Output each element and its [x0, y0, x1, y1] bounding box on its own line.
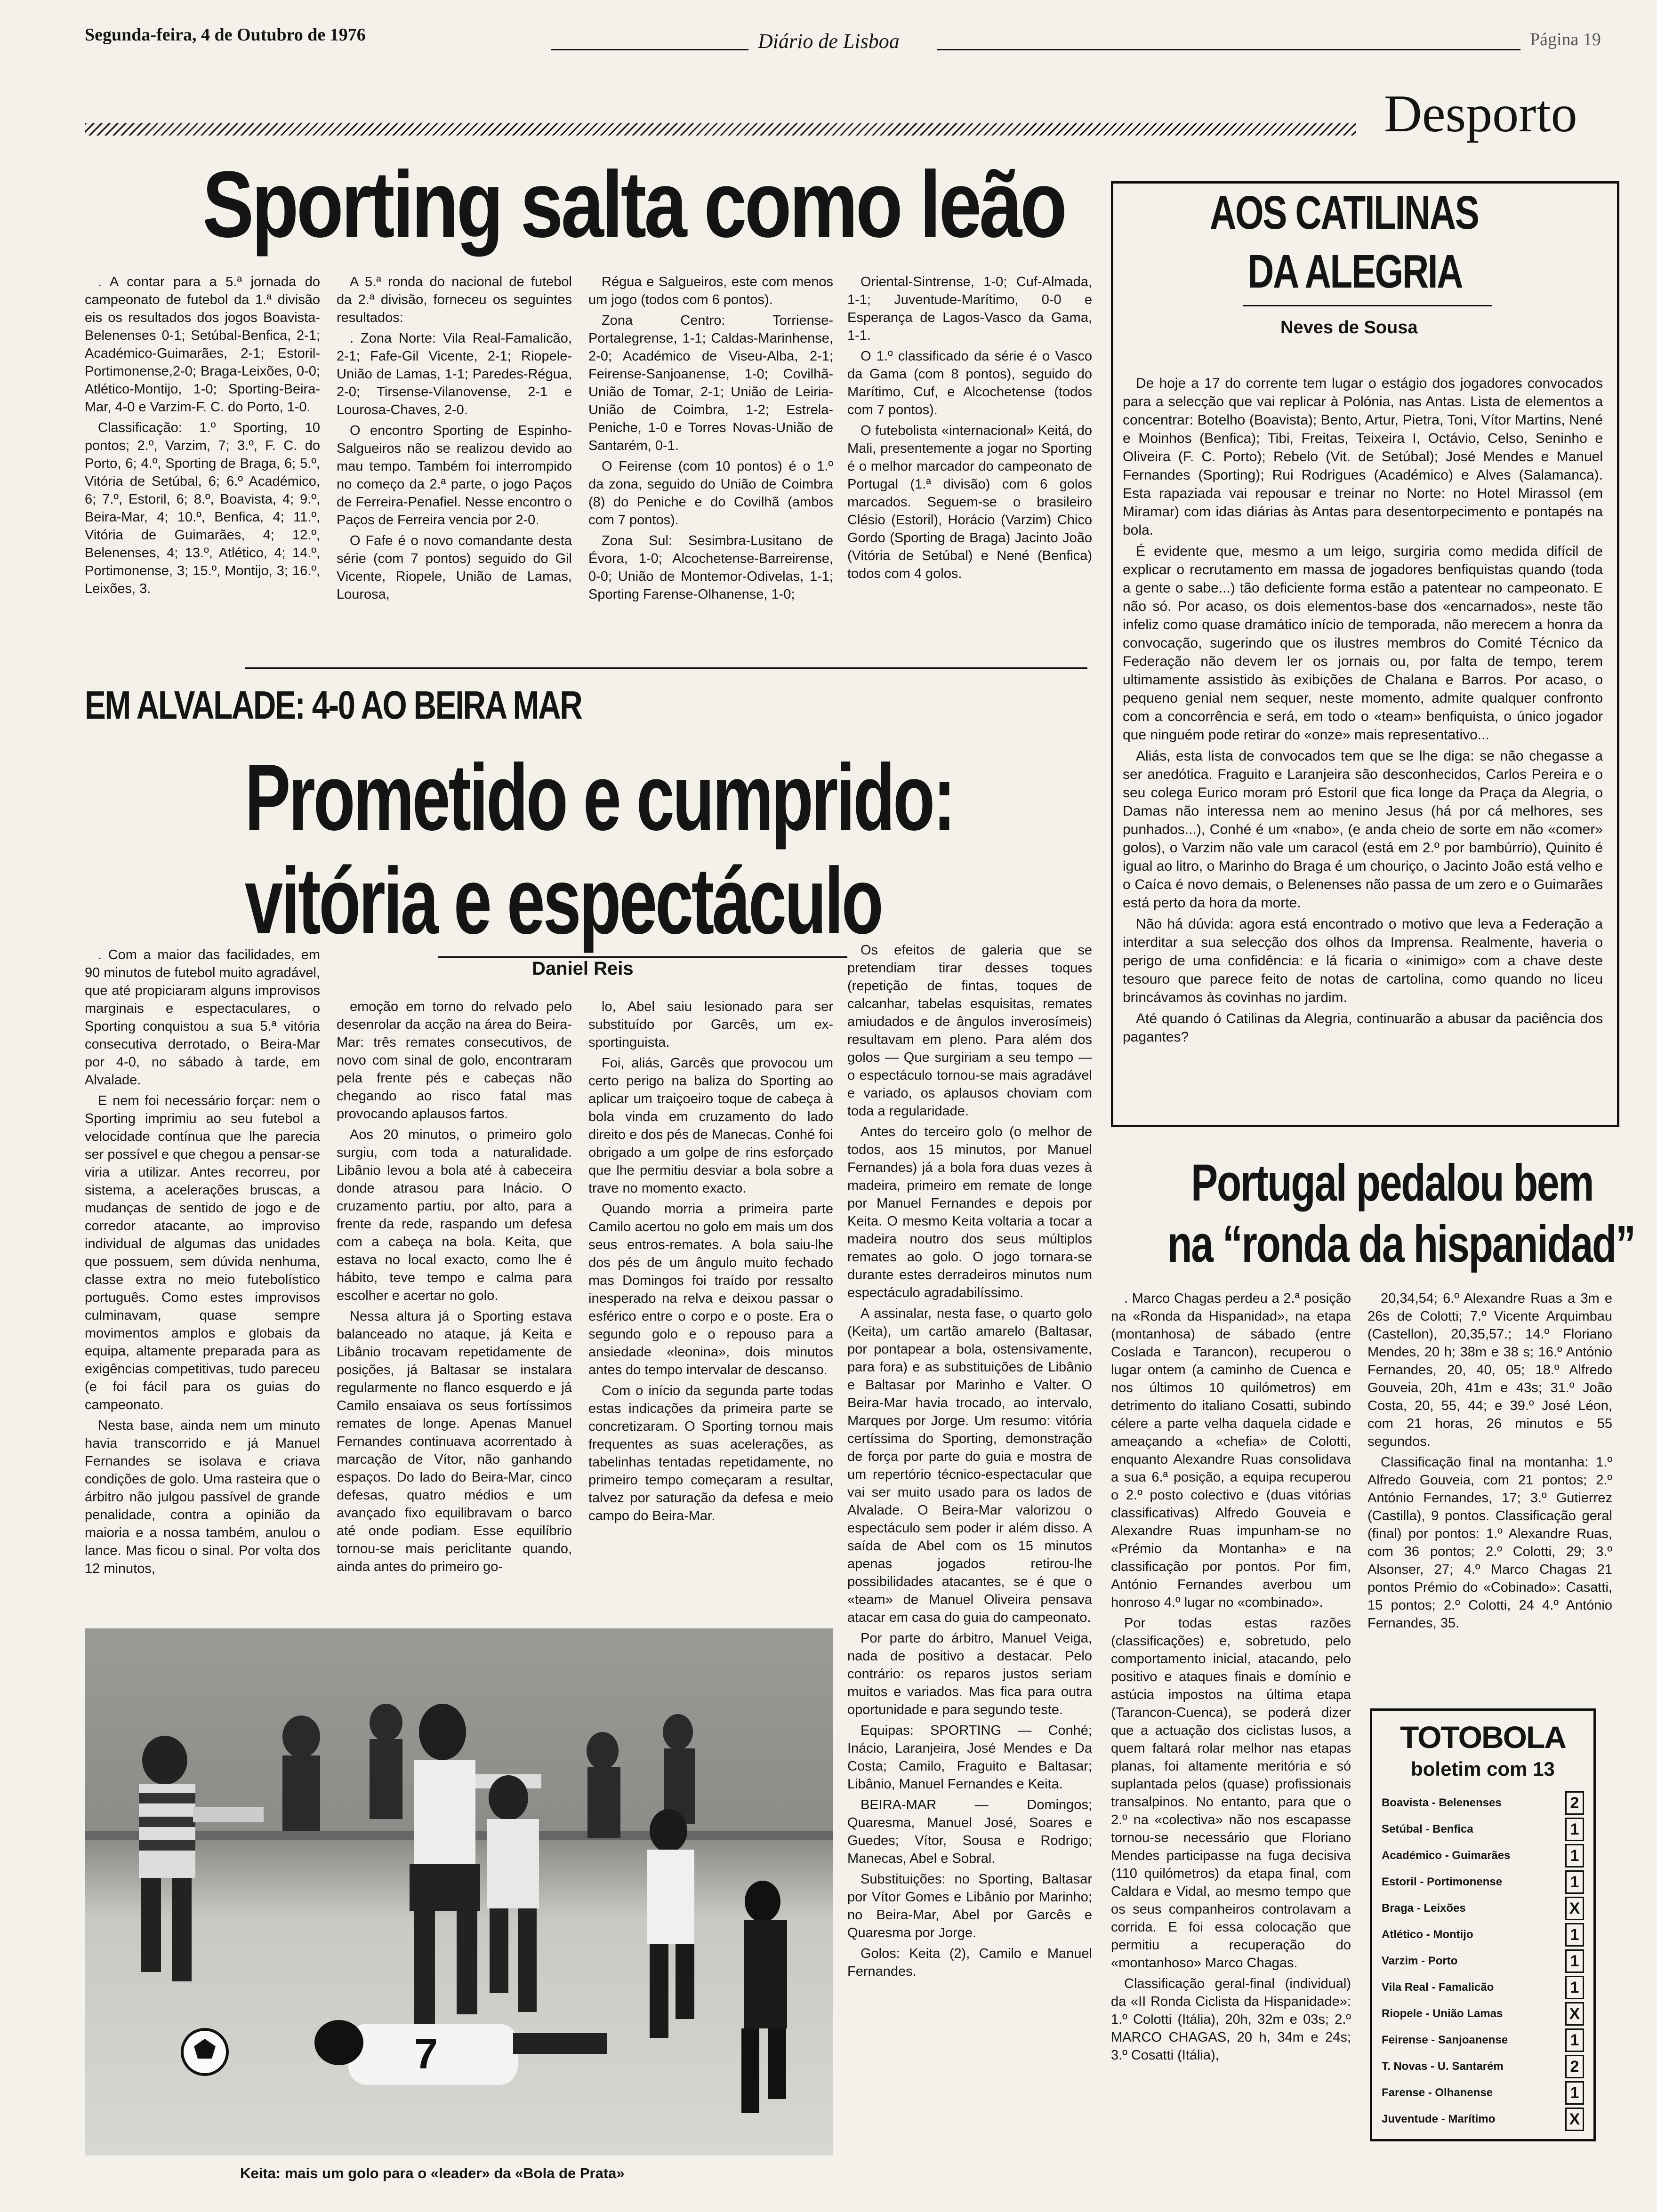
paragraph: . Zona Norte: Vila Real-Famalicão, 2-1; Fafe-Gil Vicente, 2-1; Riopele-União de Lamas, 1-1; Paredes-Régua, 2-0; Tirsense-Vilanovense, 2-1 e Lourosa-Chaves, 2-0. — [337, 331, 572, 417]
sidebar1-byline: Neves de Sousa — [1280, 318, 1418, 337]
paragraph: Por todas estas razões (classificações) e, sobretudo, pelo comportamento inicial, atacando, pelo positivo e ataques finais e domínio e astúcia impostos na última etapa (Tarancon-Cuenca), se poderá dizer que a actuação dos ciclistas lusos, a quem faltará rolar melhor nas etapas planas, foi altamente meritória e só suplantada pelos (quase) profissionais transalpinos. No entanto, para que o 2.º na «colectiva» não nos escapasse tornou-se necessário que Floriano Mendes participasse na fuga decisiva (110 quilómetros) da etapa final, com Caldara e Vidal, ao mesmo tempo que os seus companheiros controlavam a corrida. E foi essa colocação que permitiu a recuperação do «montanhoso» Marco Chagas. — [1111, 1616, 1351, 1971]
paragraph: E nem foi necessário forçar: nem o Sporting imprimiu ao seu futebol a velocidade contínua que lhe parecia ser possível e que chegou a pensar-se viria a utilizar. Antes recorreu, por sistema, a acelerações bruscas, a mudanças de sentido de jogo e de corredor atacante, ao improviso individual de algumas das unidades que possuem, sem dúvida nenhuma, classe extra no meio futebolístico português. Como estes improvisos culminavam, quase sempre movimentos amplos e globais da equipa, altamente preparada para as exigências competitivas, tudo pareceu (e foi fácil para os guias do campeonato. — [85, 1093, 320, 1412]
article1-headline: Sporting salta como leão — [202, 152, 1065, 257]
table-row — [1382, 1843, 1584, 1869]
totobola-result: X — [1565, 2002, 1584, 2026]
paragraph: O futebolista «internacional» Keitá, do Mali, presentemente a jogar no Sporting é o melhor marcador do campeonato de Portugal (1.ª divisão) com 6 golos marcados. Seguem-se o brasileiro Clésio (Estoril), Horácio (Varzim) Chico Gordo (Sporting de Braga) Jacinto João (Vitória de Setúbal) e Nené (Benfica) todos com 4 golos. — [847, 423, 1092, 581]
header-rule-right — [937, 49, 1520, 50]
sidebar1-title-line1: AOS CATILINAS — [1210, 186, 1479, 239]
header-date: Segunda-feira, 4 de Outubro de 1976 — [85, 25, 366, 45]
paragraph: . A contar para a 5.ª jornada do campeonato de futebol da 1.ª divisão eis os resultados dos jogos Boavista-Belenenses 0-1; Setúbal-Benfica, 2-1; Académico-Guimarães, 2-1; Estoril-Portimonense,2-0; Braga-Leixões, 0-0; Atlético-Montijo, 1-0; Sporting-Beira-Mar, 4-0 e Varzim-F. C. do Porto, 1-0. — [85, 274, 320, 415]
paragraph: Por parte do árbitro, Manuel Veiga, nada de positivo a destacar. Pelo contrário: os reparos justos seriam muitos e variados. Mas fica para outra oportunidade e para segundo teste. — [847, 1631, 1092, 1717]
paragraph: Não há dúvida: agora está encontrado o motivo que leva a Federação a interditar a sua selecção dos olhos da Imprensa. Realmente, haveria o perigo de uma confidência: e lá ficaria o «inimigo» com a chave deste tesouro que parece feito de notas de cartolina, como quando no liceu brincávamos às covinhas no jardim. — [1123, 916, 1603, 1005]
paragraph: . Marco Chagas perdeu a 2.ª posição na «Ronda da Hispanidad», na etapa (montanhosa) de sábado (entre Coslada e Tarancon), recuperou o lugar ontem (a caminho de Cuenca e nos últimos 10 quilómetros) em detrimento do italiano Cosatti, subindo célere a parte velha daquela cidade e ameaçando a «chefia» de Colotti, enquanto Alexandre Ruas consolidava a sua 6.ª posição, a equipa recuperou o 2.º posto colectivo e (duas vitórias classificativas) Alfredo Gouveia e Alexandre Ruas impunham-se no «Prémio da Montanha» e na classificação por pontos. Por fim, António Fernandes averbou um honroso 4.º lugar no «combinado». — [1111, 1291, 1351, 1610]
totobola-result: 1 — [1565, 1818, 1584, 1841]
paragraph: O Feirense (com 10 pontos) é o 1.º da zona, seguido do União de Coimbra (8) do Peniche e do Covilhã (ambos com 7 pontos). — [588, 459, 833, 528]
totobola-match: Académico - Guimarães — [1382, 1849, 1511, 1862]
totobola-table — [1382, 1790, 1584, 2132]
table-row — [1382, 1816, 1584, 1843]
totobola-match: T. Novas - U. Santarém — [1382, 2060, 1504, 2073]
totobola-result: 1 — [1565, 2028, 1584, 2052]
table-row — [1382, 2001, 1584, 2027]
totobola-result: X — [1565, 2108, 1584, 2131]
totobola-result: 1 — [1565, 1976, 1584, 1999]
paragraph: Os efeitos de galeria que se pretendiam tirar desses toques (repetição de fintas, toques de calcanhar, tabelas esquisitas, remates amiudados e de ângulos inverosímeis) resultavam em pleno. Para além dos golos — Que surgiriam a seu tempo — o espectáculo tornou-se mais agradável e variado, os aplausos choviam com toda a regularidade. — [847, 943, 1092, 1119]
paragraph: Nesta base, ainda nem um minuto havia transcorrido e já Manuel Fernandes se isolava e criava condições de golo. Uma rasteira que o árbitro não julgou passível de grande penalidade, contra a opinião da maioria e a nossa também, anulou o lance. Mas ficou o sinal. Por volta dos 12 minutos, — [85, 1418, 320, 1576]
paragraph: Quando morria a primeira parte Camilo acertou no golo em mais um dos seus entros-remates. A bola saiu-lhe dos pés de um ângulo muito fechado mas Domingos foi traído por ressalto inesperado na relva e deixou passar o esférico entre o corpo e o poste. Era o segundo golo e o repouso para a ansiedade «leonina», dois minutos antes do tempo intervalar de descanso. — [588, 1202, 833, 1378]
article1-col3 — [588, 273, 833, 649]
page-number: Página 19 — [1530, 30, 1601, 49]
paragraph: Classificação: 1.º Sporting, 10 pontos; 2.º, Varzim, 7; 3.º, F. C. do Porto, 6; 4.º, Sporting de Braga, 6; 5.º, Vitória de Setúbal, 6; 6.º Académico, 6; 7.º, Estoril, 6; 8.º, Boavista, 4; 9.º, Beira-Mar, 4; 10.º, Benfica, 4; 11.º, Vitória de Guimarães, 4; 12.º, Belenenses, 4; 13.º, Atlético, 4; 14.º, Portimonense, 3; 15.º, Montijo, 3; 16.º, Leixões, 3. — [85, 420, 320, 596]
paragraph: Classificação geral-final (individual) da «II Ronda Ciclista da Hispanidade»: 1.º Colotti (Itália), 20h, 32m e 03s; 2.º MARCO CHAGAS, 20 h, 34m e 24s; 3.º Cosatti (Itália), — [1111, 1976, 1351, 2063]
paragraph: Régua e Salgueiros, este com menos um jogo (todos com 6 pontos). — [588, 274, 833, 307]
sidebar1-rule — [1243, 305, 1492, 306]
paragraph: Zona Centro: Torriense-Portalegrense, 1-1; Caldas-Marinhense, 2-0; Académico de Viseu-Alba, 2-1; Feirense-Sanjoanense, 1-0; Covilhã-União de Tomar, 2-1; União de Leiria-União de Coimbra, 1-2; Estrela-Peniche, 1-0 e Torres Novas-União de Santarém, 0-1. — [588, 313, 833, 453]
paragraph: Golos: Keita (2), Camilo e Manuel Fernandes. — [847, 1946, 1092, 1979]
photo-caption: Keita: mais um golo para o «leader» da «Bola de Prata» — [240, 2165, 625, 2181]
sidebar2-col2 — [1367, 1290, 1612, 1694]
sidebar2-col1 — [1111, 1290, 1351, 2174]
totobola-result: 1 — [1565, 1923, 1584, 1947]
paragraph: Até quando ó Catilinas da Alegria, continuarão a abusar da paciência dos pagantes? — [1123, 1011, 1603, 1045]
paragraph: Zona Sul: Sesimbra-Lusitano de Évora, 1-0; Alcochetense-Barreirense, 0-0; União de Montemor-Odivelas, 1-1; Sporting Farense-Olhanense, 1-0; — [588, 533, 833, 602]
article-divider — [245, 667, 1087, 669]
totobola-match: Atlético - Montijo — [1382, 1928, 1473, 1941]
article2-col1 — [85, 946, 320, 1619]
header-rule-left — [551, 49, 748, 50]
table-row — [1382, 1922, 1584, 1948]
totobola-result: 1 — [1565, 1870, 1584, 1894]
paragraph: Substituições: no Sporting, Baltasar por Vítor Gomes e Libânio por Marinho; no Beira-Mar, Abel por Garcês e Quaresma por Jorge. — [847, 1872, 1092, 1940]
table-row — [1382, 2053, 1584, 2080]
article1-col4 — [847, 273, 1092, 649]
paragraph: emoção em torno do relvado pelo desenrolar da acção na área do Beira-Mar: três remates consecutivos, de novo com sinal de golo, encontraram pela frente pés e cabeças não chegando ao risco fatal mas provocando aplausos fartos. — [337, 999, 572, 1122]
totobola-match: Farense - Olhanense — [1382, 2086, 1493, 2099]
table-row — [1382, 1790, 1584, 1816]
paragraph: Nessa altura já o Sporting estava balanceado no ataque, já Keita e Libânio trocavam repetidamente de posições, já Baltasar se instalara regularmente no flanco esquerdo e já Camilo ensaiava os seus fortíssimos remates de longe. Apenas Manuel Fernandes continuava acorrentado à marcação de Vítor, não ganhando espaços. Do lado do Beira-Mar, cinco defesas, quatro médios e um avançado fixo equilibravam o barco até onde podiam. Esse equilíbrio tornou-se mais periclitante quando, ainda antes do primeiro go- — [337, 1309, 572, 1574]
football-scene-illustration — [85, 1628, 833, 2156]
totobola-result: 1 — [1565, 2081, 1584, 2105]
totobola-result: 1 — [1565, 1949, 1584, 1973]
totobola-match: Setúbal - Benfica — [1382, 1823, 1473, 1835]
article2-kicker: EM ALVALADE: 4-0 AO BEIRA MAR — [85, 683, 582, 727]
paragraph: lo, Abel saiu lesionado para ser substituído por Garcês, um ex-sportinguista. — [588, 999, 833, 1050]
paragraph: A 5.ª ronda do nacional de futebol da 2.ª divisão, forneceu os seguintes resultados: — [337, 274, 572, 325]
section-hatch-rule — [85, 123, 1356, 136]
table-row — [1382, 2106, 1584, 2132]
paragraph: BEIRA-MAR — Domingos; Quaresma, Manuel José, Soares e Guedes; Vítor, Sousa e Rodrigo; Manecas, Abel e Sobral. — [847, 1797, 1092, 1866]
article2-col2 — [337, 998, 572, 1619]
article2-byline: Daniel Reis — [532, 958, 634, 979]
paragraph: A assinalar, nesta fase, o quarto golo (Keita), um cartão amarelo (Baltasar, por pontapear a bola, ostensivamente, para fora) e as substituições de Libânio e Baltasar por Marinho e Valter. O Beira-Mar havia trocado, ao intervalo, Marques por Jorge. Um resumo: vitória certíssima do Sporting, demonstração de força por parte do guia e mostra de um repertório técnico-espectacular que vai ser muito usado para os lados de Alvalade. O Beira-Mar valorizou o espectáculo sem poder ir além disso. A saída de Abel com os 15 minutos apenas jogados retirou-lhe possibilidades atacantes, se é que o «team» de Manuel Oliveira pensava atacar em casa do guia do campeonato. — [847, 1306, 1092, 1625]
sidebar1-title-line2: DA ALEGRIA — [1247, 245, 1463, 298]
paragraph: O 1.º classificado da série é o Vasco da Gama (com 8 pontos), seguido do Marítimo, Cuf, e Alcochetense (todos com 7 pontos). — [847, 349, 1092, 417]
totobola-subtitle: boletim com 13 — [1411, 1758, 1555, 1780]
table-row — [1382, 1895, 1584, 1922]
article2-col4 — [847, 941, 1092, 2174]
paragraph: . Com a maior das facilidades, em 90 minutos de futebol muito agradável, que até propiciaram alguns improvisos marginais e espectaculares, o Sporting conquistou a sua 5.ª vitória consecutiva derrotado, o Beira-Mar por 4-0, no sábado à tarde, em Alvalade. — [85, 947, 320, 1088]
sidebar1-text — [1123, 374, 1603, 1113]
paragraph: É evidente que, mesmo a um leigo, surgiria como medida difícil de explicar o recrutamento em massa de jogadores benfiquistas quando (toda a gente o sabe...) tão deficiente forma estão a patentear no campeonato. E não só. Por acaso, os dois elementos-base dos «encarnados», neste tão infeliz como quase dramático início de temporada, não merecem a honra da convocação, sugerindo que os ilustres membros do Comité Técnico da Federação não devem ler os jornais ou, por falta de tempo, terem ultimamente assistido às exibições de Chalana e Barros. Por acaso, o pequeno genial nem sequer, neste momento, admite qualquer confronto com a concorrência e será, em todo o «team» benfiquista, o único jogador que ninguém pode retirar do «onze» mais representativo... — [1123, 544, 1603, 743]
article1-col2 — [337, 273, 572, 649]
table-row — [1382, 1869, 1584, 1895]
section-title: Desporto — [1384, 85, 1577, 143]
table-row — [1382, 1974, 1584, 2001]
paragraph: O Fafe é o novo comandante desta série (com 7 pontos) seguido do Gil Vicente, Riopele, União de Lamas, Lourosa, — [337, 533, 572, 602]
paragraph: Aos 20 minutos, o primeiro golo surgiu, com toda a naturalidade. Libânio levou a bola até à cabeceira donde atrasou para Inácio. O cruzamento partiu, por alto, para a frente da rede, raspando um defesa com a cabeça na bola. Keita, que estava no local exacto, como lhe é hábito, teve tempo e calma para escolher e acertar no golo. — [337, 1127, 572, 1303]
paragraph: O encontro Sporting de Espinho-Salgueiros não se realizou devido ao mau tempo. Também foi interrompido no começo da 2.ª parte, o jogo Paços de Ferreira-Penafiel. Nesse encontro o Paços de Ferreira vencia por 2-0. — [337, 423, 572, 528]
totobola-match: Estoril - Portimonense — [1382, 1875, 1503, 1888]
paragraph: Aliás, esta lista de convocados tem que se lhe diga: se não chegasse a ser anedótica. Fraguito e Laranjeira são desconhecidos, Carlos Pereira e o seu colega Eurico moram pró Estoril que fica longe da Praça da Alegria, o Damas não interessa nem ao menino Jesus (há por cá melhores, ses punhados...), Conhé é um «nabo», (e anda cheio de sorte em não «comer» golos), o Varzim não vale um caracol (está em 2.º por bambúrrio), Quinito é igual ao litro, o Marinho do Braga é um chouriço, o Jacinto João está velho e o Caíca é novo demais, o Belenenses não passa de um zero e o Guimarães está perto da hora da morte. — [1123, 748, 1603, 911]
byline-rule — [438, 956, 847, 958]
totobola-box — [1370, 1708, 1596, 2141]
article2-col3 — [588, 998, 833, 1619]
totobola-result: 2 — [1565, 1791, 1584, 1815]
paragraph: Equipas: SPORTING — Conhé; Inácio, Laranjeira, José Mendes e Da Costa; Camilo, Fraguito e Baltasar; Libânio, Manuel Fernandes e Keita. — [847, 1723, 1092, 1792]
table-row — [1382, 2080, 1584, 2106]
totobola-match: Vila Real - Famalicão — [1382, 1981, 1494, 1994]
paragraph: Oriental-Sintrense, 1-0; Cuf-Almada, 1-1; Juventude-Marítimo, 0-0 e Esperança de Lagos-Vasco da Gama, 1-1. — [847, 274, 1092, 343]
totobola-match: Varzim - Porto — [1382, 1955, 1458, 1967]
paragraph: Foi, aliás, Garcês que provocou um certo perigo na baliza do Sporting ao aplicar um traiçoeiro toque de cabeça à bola vinda em cruzamento do lado direito e dos pés de Manecas. Conhé foi obrigado a um golpe de rins esforçado que lhe permitiu desviar a bola sobre a trave no momento exacto. — [588, 1056, 833, 1196]
totobola-result: 1 — [1565, 1844, 1584, 1867]
paragraph: Antes do terceiro golo (o melhor de todos, aos 15 minutos, por Manuel Fernandes) já a bola fora duas vezes à madeira, primeiro em remate de longe por Manuel Fernandes e depois por Keita. O mesmo Keita voltaria a tocar a madeira noutro dos seus múltiplos remates ao golo. O jogo tornara-se durante estes derradeiros minutos num espectáculo agradabilíssimo. — [847, 1124, 1092, 1300]
totobola-match: Braga - Leixões — [1382, 1902, 1466, 1915]
match-photo — [85, 1628, 833, 2156]
sidebar2-headline-line2: na “ronda da hispanidad” — [1167, 1215, 1635, 1273]
paragraph: 20,34,54; 6.º Alexandre Ruas a 3m e 26s de Colotti; 7.º Vicente Arquimbau (Castellon), 20,35,57.; 14.º Floriano Mendes, 20 h; 38m e 38 s; 16.º António Fernandes, 20, 40, 05; 18.º Alfredo Gouveia, 20h, 41m e 43s; 31.º João Costa, 20, 55, 44; e 39.º José Léon, com 21 horas, 26 minutos e 55 segundos. — [1367, 1291, 1612, 1449]
article2-headline-line2: vitória e espectáculo — [245, 849, 882, 954]
table-row — [1382, 2027, 1584, 2053]
paragraph: De hoje a 17 do corrente tem lugar o estágio dos jogadores convocados para a selecção que vai replicar à Polónia, nas Antas. Lista de elementos a concentrar: Botelho (Boavista); Bento, Artur, Pietra, Toni, Vítor Martins, Nené e Moinhos (Benfica); Tibi, Freitas, Teixeira I, Octávio, Celso, Seninho e Oliveira (F. C. Porto); Rebelo (Vit. de Setúbal); José Mendes e Manuel Fernandes (Sporting); Rui Rodrigues (Académico) e Alves (Salamanca). Esta rapaziada vai repousar e treinar no Norte: no Hotel Mirassol (em Miramar) com idas diárias às Antas para desentorpecimento e pontapés na bola. — [1123, 376, 1603, 538]
svg-text:7: 7 — [414, 2031, 438, 2078]
totobola-result: X — [1565, 1897, 1584, 1920]
article1-col1 — [85, 273, 320, 649]
totobola-match: Juventude - Marítimo — [1382, 2113, 1496, 2125]
table-row — [1382, 1948, 1584, 1974]
article2-headline-line1: Prometido e cumprido: — [245, 745, 954, 850]
paragraph: Com o início da segunda parte todas estas indicações da primeira parte se concretizaram. O Sporting tornou mais frequentes as suas acelerações, as tabelinhas tentadas repetidamente, no primeiro tempo começaram a resultar, talvez por saturação da defesa e meio campo do Beira-Mar. — [588, 1383, 833, 1523]
masthead: Diário de Lisboa — [758, 30, 900, 53]
paragraph: Classificação final na montanha: 1.º Alfredo Gouveia, com 21 pontos; 2.º António Fernandes, 17; 3.º Gutierrez (Castilla), 9 pontos. Classificação geral (final) por pontos: 1.º Alexandre Ruas, com 36 pontos; 2.º Colotti, 29; 3.º Alsonser, 27; 4.º Marco Chagas 21 pontos Prémio do «Cobinado»: Casatti, 15 pontos; 2.º Colotti, 24 4.º António Fernandes, 35. — [1367, 1455, 1612, 1631]
totobola-title: TOTOBOLA — [1400, 1720, 1566, 1755]
totobola-match: Riopele - União Lamas — [1382, 2007, 1503, 2020]
totobola-match: Boavista - Belenenses — [1382, 1796, 1502, 1809]
totobola-result: 2 — [1565, 2055, 1584, 2078]
sidebar2-headline-line1: Portugal pedalou bem — [1191, 1154, 1593, 1212]
totobola-match: Feirense - Sanjoanense — [1382, 2034, 1508, 2046]
